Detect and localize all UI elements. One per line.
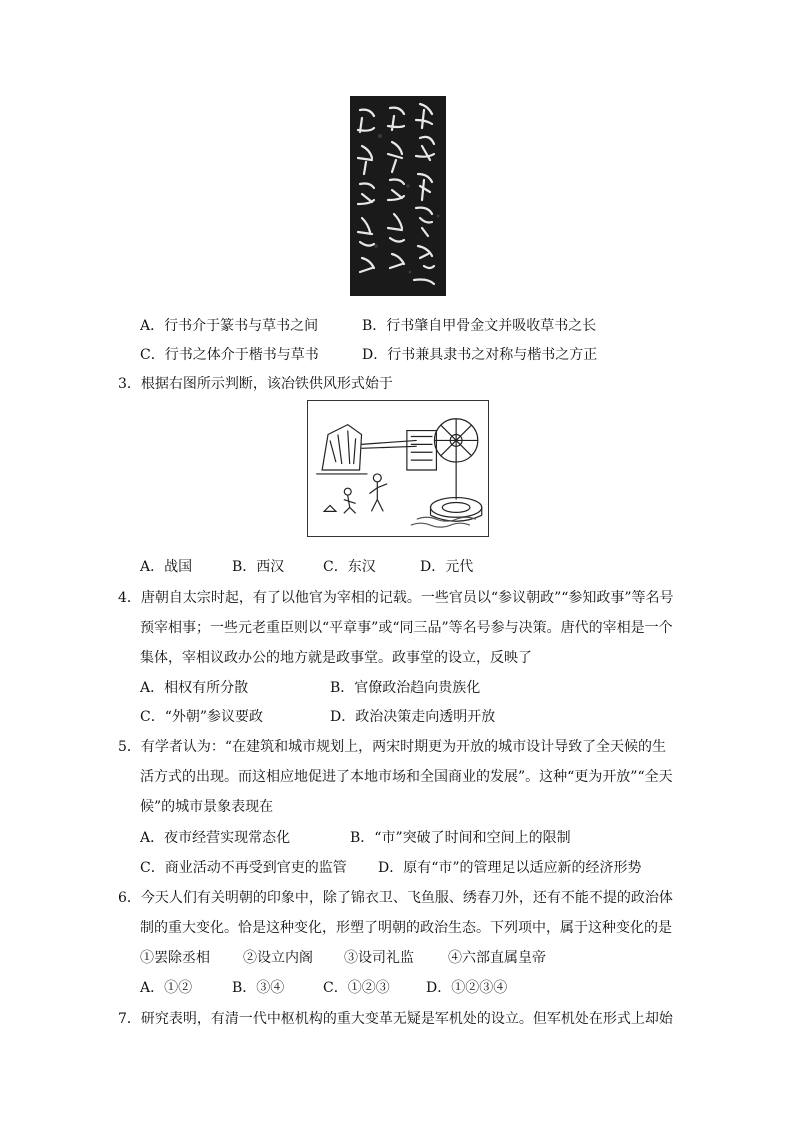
q5-option-b: B．“市”突破了时间和空间上的限制 [350,830,571,846]
q4-option-a: A．相权有所分散 [140,680,249,696]
waterwheel-bellows-icon [308,401,488,536]
q2-option-b: B．行书肇自甲骨金文并吸收草书之长 [362,318,597,334]
q2-option-a: A．行书介于篆书与草书之间 [140,318,319,334]
q4-stem-line-1: 4．唐朝自太宗时起，有了以他官为宰相的记载。一些官员以“参议朝政”“参知政事”等名号 [118,590,674,606]
q5-stem-line-1: 5．有学者认为：“在建筑和城市规划上，两宋时期更为开放的城市设计导致了全天候的生 [118,739,667,755]
q5-option-d: D．原有“市”的管理足以适应新的经济形势 [378,860,642,876]
q4-option-d: D．政治决策走向透明开放 [330,709,496,725]
q6-item-3: ③设司礼监 [344,950,414,966]
q6-item-2: ②设立内阁 [243,950,313,966]
q5-option-c: C．商业活动不再受到官吏的监管 [140,860,347,876]
q2-option-c: C．行书之体介于楷书与草书 [140,347,319,363]
q5-option-a: A．夜市经营实现常态化 [140,830,291,846]
q6-item-1: ①罢除丞相 [140,950,210,966]
q6-option-a: A．①② [140,980,193,996]
q7-stem-line-1: 7．研究表明，有清一代中枢机构的重大变革无疑是军机处的设立。但军机处在形式上却始 [118,1011,673,1027]
q3-option-c: C．东汉 [323,559,376,575]
q6-stem-line-1: 6．今天人们有关明朝的印象中，除了锦衣卫、飞鱼服、绣春刀外，还有不能不提的政治体 [118,890,673,906]
q6-option-d: D．①②③④ [426,980,508,996]
q3-option-b: B．西汉 [232,559,285,575]
q4-option-b: B．官僚政治趋向贵族化 [330,680,481,696]
q6-option-b: B．③④ [232,980,285,996]
q3-option-a: A．战国 [140,559,193,575]
stele-rubbing-icon [350,96,446,296]
q4-option-c: C．“外朝”参议要政 [140,709,264,725]
q3-option-d: D．元代 [420,559,474,575]
q3-stem: 3．根据右图所示判断，该冶铁供风形式始于 [118,376,393,392]
q4-stem-line-2: 预宰相事；一些元老重臣则以“平章事”或“同三品”等名号参与决策。唐代的宰相是一个 [140,620,673,636]
q6-stem-line-2: 制的重大变化。恰是这种变化，形塑了明朝的政治生态。下列项中，属于这种变化的是 [140,920,672,936]
q6-option-c: C．①②③ [323,980,390,996]
calligraphy-rubbing-image [350,96,446,296]
q5-stem-line-2: 活方式的出现。而这相应地促进了本地市场和全国商业的发展”。这种“更为开放”“全天 [140,769,673,785]
q2-option-d: D．行书兼具隶书之对称与楷书之方正 [362,347,598,363]
q4-stem-line-3: 集体，宰相议政办公的地方就是政事堂。政事堂的设立，反映了 [140,650,532,666]
blast-furnace-waterwheel-illustration [307,400,489,537]
q6-item-4: ④六部直属皇帝 [448,950,546,966]
q5-stem-line-3: 候”的城市景象表现在 [140,799,274,815]
